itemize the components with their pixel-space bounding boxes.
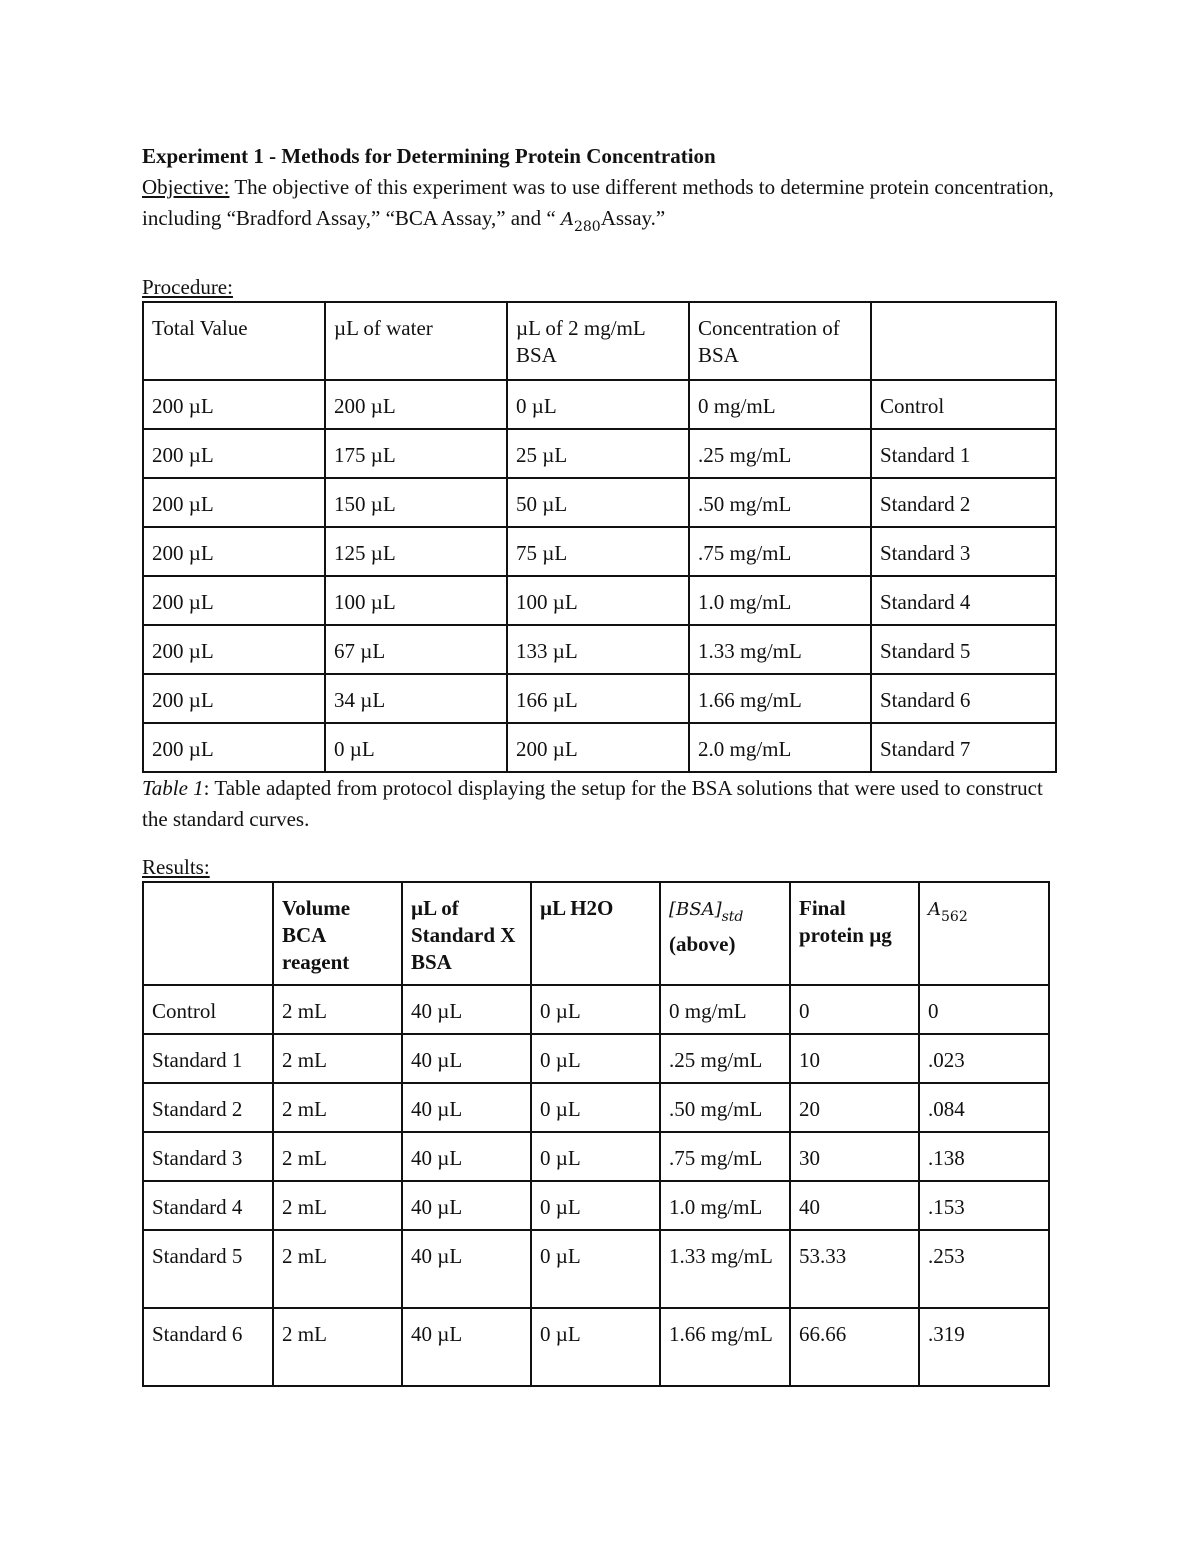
table-cell: .75 mg/mL (689, 527, 871, 576)
table-cell: 200 µL (143, 576, 325, 625)
procedure-header-cell: µL of 2 mg/mL BSA (507, 302, 689, 380)
table-cell: Standard 7 (871, 723, 1056, 772)
a280-symbol: A (560, 209, 574, 230)
table-cell: 2.0 mg/mL (689, 723, 871, 772)
table-row (143, 576, 1056, 625)
results-header-standard: µL of Standard X BSA (402, 882, 531, 985)
table-cell: 25 µL (507, 429, 689, 478)
table-row (143, 1230, 1049, 1308)
procedure-header-cell: Total Value (143, 302, 325, 380)
table-cell: 100 µL (507, 576, 689, 625)
table-row (143, 625, 1056, 674)
table-cell: .023 (919, 1034, 1049, 1083)
table-cell: 1.33 mg/mL (660, 1230, 790, 1308)
table-row (143, 723, 1056, 772)
table-cell: 10 (790, 1034, 919, 1083)
table-cell: 40 µL (402, 1034, 531, 1083)
table-row (143, 1181, 1049, 1230)
table-cell: 0 µL (531, 1181, 660, 1230)
results-table (142, 881, 1050, 1387)
document-page (142, 140, 1062, 1387)
a562-symbol: A (928, 899, 941, 920)
table-cell: Control (871, 380, 1056, 429)
table-row (143, 985, 1049, 1034)
results-header-bsa (660, 882, 790, 985)
objective-text: The objective of this experiment was to use different methods to determine protein concentration, including “Bradford Assay,” “BCA Assay,” and “ (142, 175, 1054, 230)
table-cell: 40 µL (402, 1132, 531, 1181)
table-cell: 2 mL (273, 1034, 402, 1083)
table-cell: 2 mL (273, 1230, 402, 1308)
procedure-header-row (143, 302, 1056, 380)
table-cell: Standard 6 (871, 674, 1056, 723)
table-cell: 0 µL (531, 1034, 660, 1083)
table-cell: 0 µL (531, 1230, 660, 1308)
table-cell: 166 µL (507, 674, 689, 723)
results-label: Results: (142, 855, 210, 879)
table-cell: 1.66 mg/mL (660, 1308, 790, 1386)
table-cell: 2 mL (273, 1132, 402, 1181)
results-header-absorbance (919, 882, 1049, 985)
results-header-water: µL H2O (531, 882, 660, 985)
table-cell: 0 mg/mL (689, 380, 871, 429)
table-cell: 53.33 (790, 1230, 919, 1308)
table-row (143, 1308, 1049, 1386)
table-cell: 0 (919, 985, 1049, 1034)
table-cell: 0 µL (531, 985, 660, 1034)
table-caption (142, 773, 1062, 835)
procedure-header-cell: Concentration of BSA (689, 302, 871, 380)
bsa-subscript: std (721, 909, 744, 925)
procedure-header-cell (871, 302, 1056, 380)
table-cell: .50 mg/mL (660, 1083, 790, 1132)
table-cell: 67 µL (325, 625, 507, 674)
table-row (143, 429, 1056, 478)
results-header-volume: Volume BCA reagent (273, 882, 402, 985)
table-cell: 1.33 mg/mL (689, 625, 871, 674)
table-cell: .138 (919, 1132, 1049, 1181)
table-row (143, 674, 1056, 723)
table-cell: .75 mg/mL (660, 1132, 790, 1181)
table-cell: .084 (919, 1083, 1049, 1132)
table-cell: 200 µL (143, 429, 325, 478)
results-header-protein: Final protein µg (790, 882, 919, 985)
table-cell: 40 µL (402, 1308, 531, 1386)
table-cell: Standard 6 (143, 1308, 273, 1386)
results-header-blank (143, 882, 273, 985)
table-cell: 200 µL (507, 723, 689, 772)
table-cell: 175 µL (325, 429, 507, 478)
table-cell: 0 mg/mL (660, 985, 790, 1034)
table-cell: Standard 3 (143, 1132, 273, 1181)
table-cell: 125 µL (325, 527, 507, 576)
table-cell: 75 µL (507, 527, 689, 576)
table-cell: 200 µL (143, 380, 325, 429)
table-cell: Standard 5 (871, 625, 1056, 674)
table-cell: 0 (790, 985, 919, 1034)
table-row (143, 1034, 1049, 1083)
table-cell: Control (143, 985, 273, 1034)
objective-paragraph (142, 172, 1062, 243)
table-cell: Standard 1 (143, 1034, 273, 1083)
procedure-header-cell: µL of water (325, 302, 507, 380)
table-cell: Standard 2 (871, 478, 1056, 527)
table-cell: Standard 5 (143, 1230, 273, 1308)
table-cell: 0 µL (531, 1083, 660, 1132)
table-row (143, 1083, 1049, 1132)
table-cell: Standard 2 (143, 1083, 273, 1132)
table-cell: 1.0 mg/mL (689, 576, 871, 625)
table-cell: 100 µL (325, 576, 507, 625)
table-cell: 20 (790, 1083, 919, 1132)
table-row (143, 478, 1056, 527)
table-row (143, 380, 1056, 429)
page-title: Experiment 1 - Methods for Determining Protein Concentration (142, 144, 716, 168)
table-cell: 34 µL (325, 674, 507, 723)
table-cell: 2 mL (273, 1308, 402, 1386)
table-cell: .319 (919, 1308, 1049, 1386)
table-cell: Standard 3 (871, 527, 1056, 576)
table-cell: 200 µL (143, 674, 325, 723)
bsa-symbol: [BSA] (669, 899, 722, 920)
table-cell: 2 mL (273, 985, 402, 1034)
table-cell: 200 µL (143, 478, 325, 527)
table-cell: 40 µL (402, 1083, 531, 1132)
table-cell: 0 µL (531, 1132, 660, 1181)
table-cell: .25 mg/mL (660, 1034, 790, 1083)
table-cell: 40 (790, 1181, 919, 1230)
table-cell: 66.66 (790, 1308, 919, 1386)
table-cell: 200 µL (143, 625, 325, 674)
table-cell: 40 µL (402, 1230, 531, 1308)
objective-text-end: Assay.” (600, 206, 666, 230)
table-cell: 40 µL (402, 985, 531, 1034)
table-cell: .50 mg/mL (689, 478, 871, 527)
table-cell: 0 µL (531, 1308, 660, 1386)
table-cell: .25 mg/mL (689, 429, 871, 478)
table-cell: 150 µL (325, 478, 507, 527)
table-cell: 200 µL (143, 723, 325, 772)
procedure-label: Procedure: (142, 275, 233, 299)
bsa-note: (above) (669, 932, 736, 956)
table-cell: Standard 1 (871, 429, 1056, 478)
caption-label: Table 1 (142, 776, 204, 800)
caption-text: : Table adapted from protocol displaying the setup for the BSA solutions that were used to construct the standard curves. (142, 776, 1043, 831)
table-cell: 200 µL (325, 380, 507, 429)
table-cell: 0 µL (507, 380, 689, 429)
table-row (143, 527, 1056, 576)
table-cell: 0 µL (325, 723, 507, 772)
table-cell: 30 (790, 1132, 919, 1181)
table-cell: 2 mL (273, 1083, 402, 1132)
results-header-row (143, 882, 1049, 985)
table-cell: .253 (919, 1230, 1049, 1308)
table-row (143, 1132, 1049, 1181)
table-cell: 200 µL (143, 527, 325, 576)
table-cell: 2 mL (273, 1181, 402, 1230)
a562-subscript: 562 (941, 909, 968, 925)
table-cell: 40 µL (402, 1181, 531, 1230)
procedure-table (142, 301, 1057, 773)
table-cell: 50 µL (507, 478, 689, 527)
objective-label: Objective: (142, 175, 230, 199)
table-cell: Standard 4 (143, 1181, 273, 1230)
table-cell: .153 (919, 1181, 1049, 1230)
table-cell: 133 µL (507, 625, 689, 674)
a280-subscript: 280 (573, 219, 601, 235)
table-cell: 1.66 mg/mL (689, 674, 871, 723)
table-cell: Standard 4 (871, 576, 1056, 625)
table-cell: 1.0 mg/mL (660, 1181, 790, 1230)
